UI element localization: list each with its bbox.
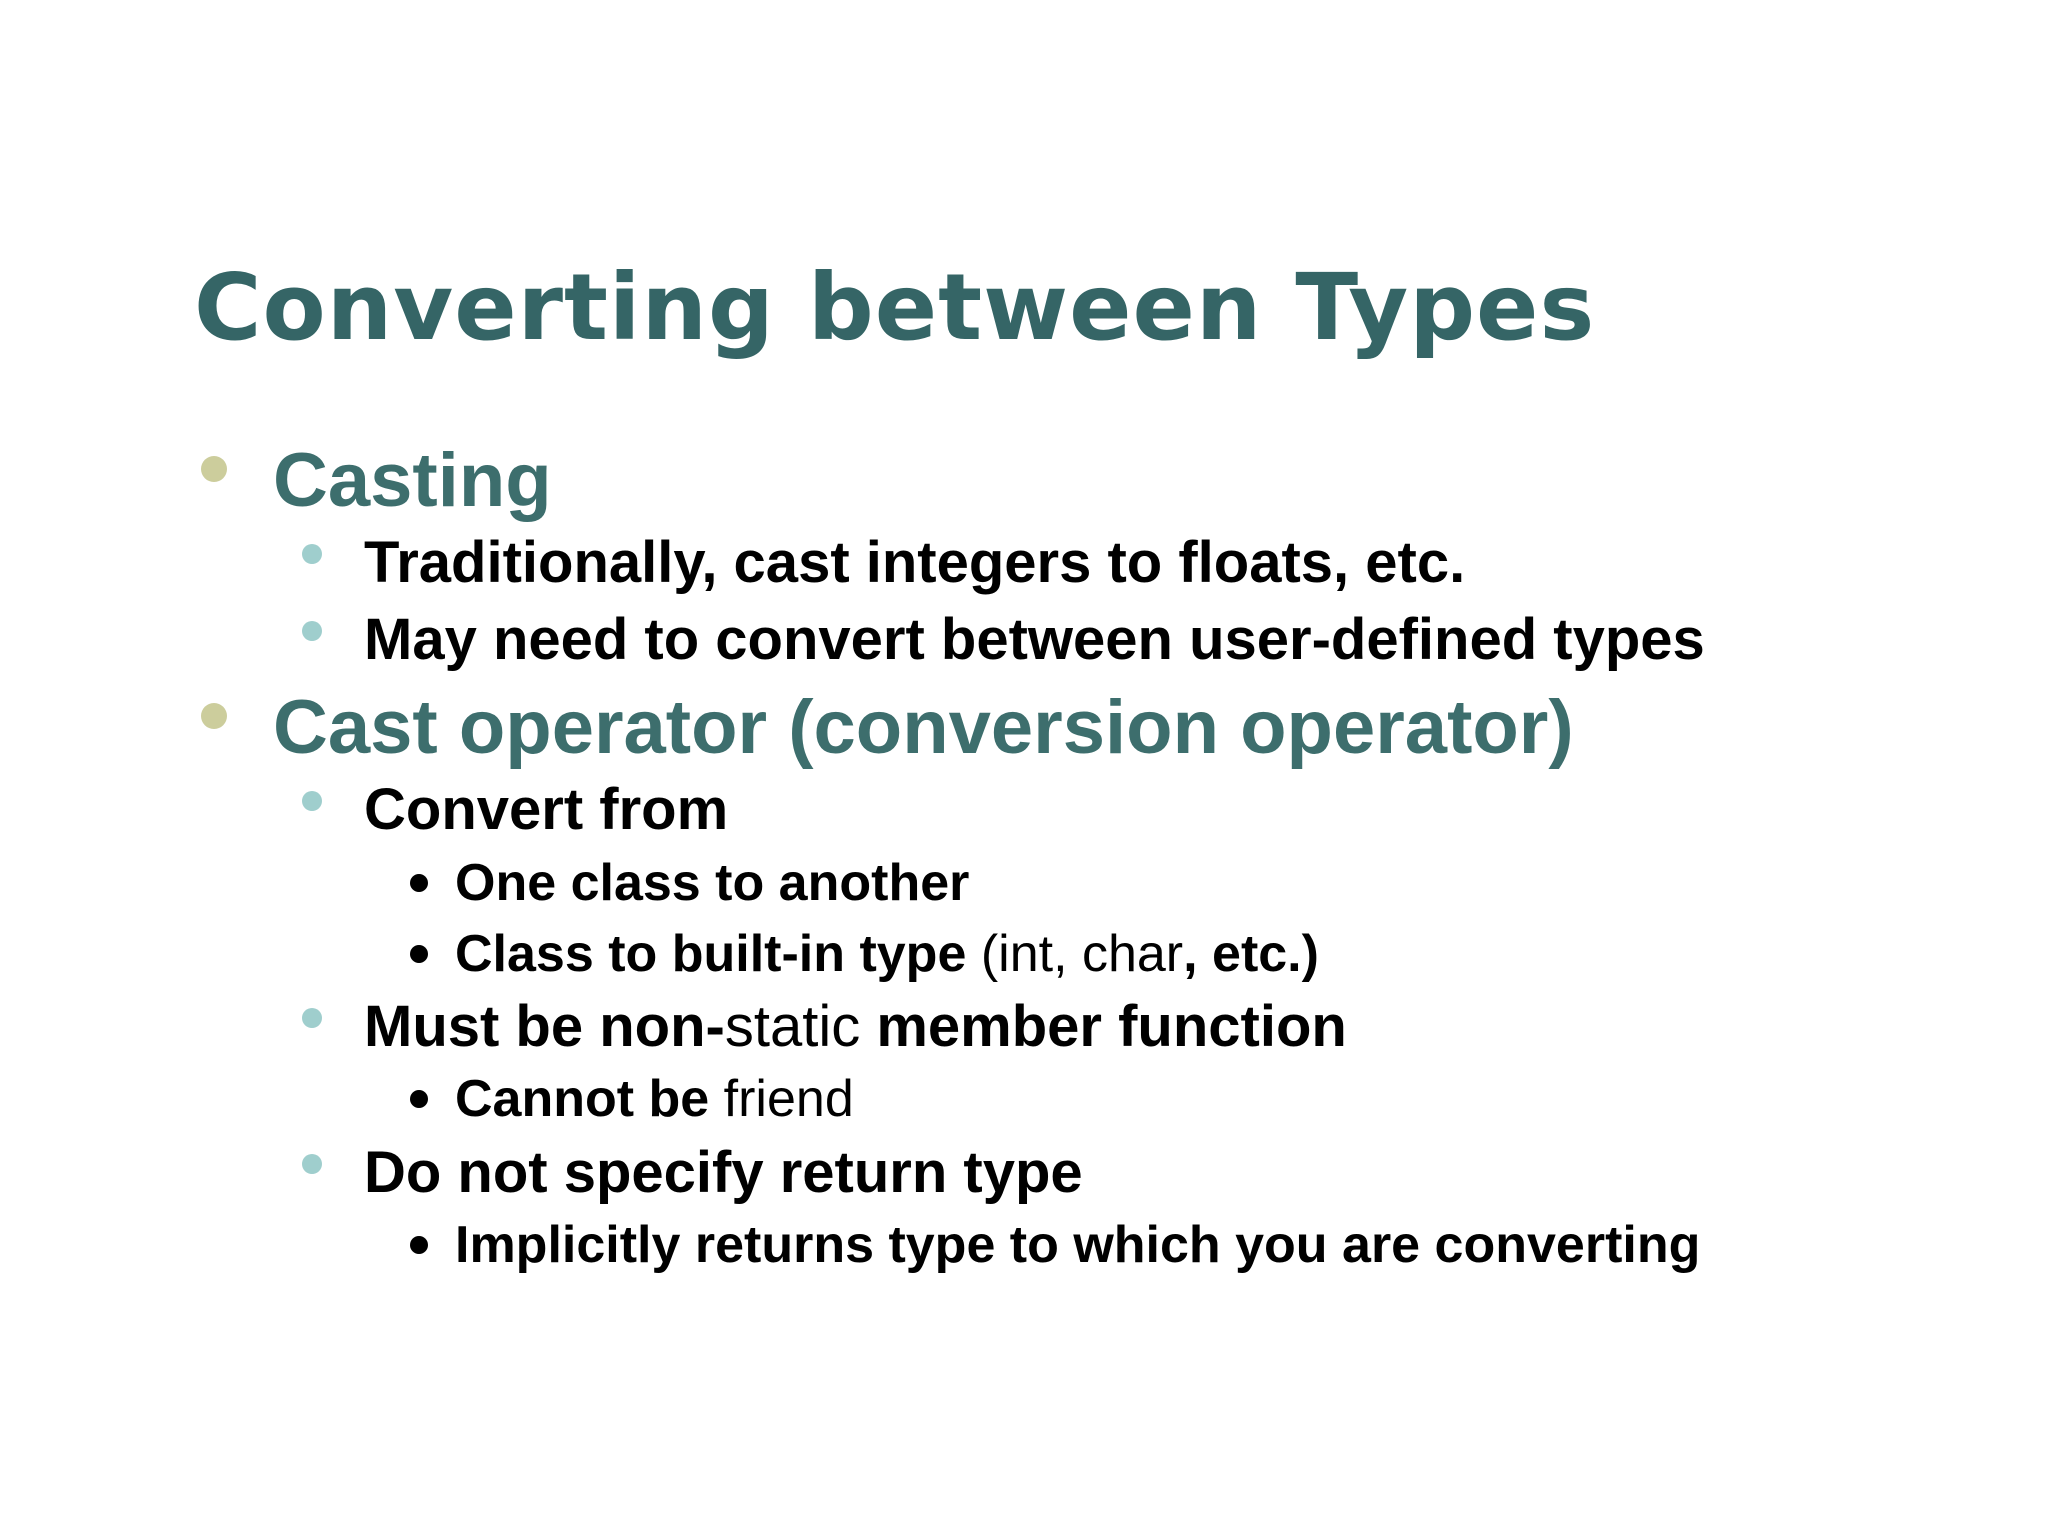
bullet-non-static [364,994,1347,1059]
bullet-convert-from [364,777,729,842]
bullet-dot-icon [302,544,322,564]
bullet-text: Traditionally, cast integers to floats, etc. [364,530,1466,595]
bullet-dot-icon [201,703,227,729]
bullet-text: May need to convert between user-defined types [364,607,1705,672]
bullet-text-bold: , etc.) [1183,925,1319,983]
bullet-traditionally [364,530,1466,595]
bullet-cast-operator [273,685,1574,770]
bullet-cannot-be-friend [455,1070,854,1128]
bullet-casting [273,438,552,523]
bullet-dot-icon [201,456,227,482]
bullet-dot-icon [410,1090,428,1108]
bullet-dot-icon [302,791,322,811]
bullet-text-bold: Cannot be [455,1070,724,1128]
bullet-dot-icon [302,621,322,641]
bullet-text-bold: Class to built-in type [455,925,981,983]
bullet-user-defined-types [364,607,1705,672]
bullet-dot-icon [410,1236,428,1254]
bullet-text-bold: member function [860,994,1347,1059]
bullet-text: Cast operator (conversion operator) [273,685,1574,770]
bullet-dot-icon [410,945,428,963]
bullet-text: Implicitly returns type to which you are converting [455,1216,1701,1274]
bullet-dot-icon [302,1008,322,1028]
bullet-text-normal: static [724,994,861,1059]
bullet-one-class [455,854,970,912]
bullet-text: Casting [273,438,552,523]
bullet-dot-icon [410,874,428,892]
bullet-text: Convert from [364,777,729,842]
bullet-text-normal: (int, char [980,925,1184,983]
bullet-text-bold: Must be non- [364,994,725,1059]
bullet-text: Do not specify return type [364,1140,1083,1205]
bullet-class-to-builtin [455,925,1319,983]
bullet-return-type [364,1140,1083,1205]
slide-title: Converting between Types [194,254,1596,361]
bullet-dot-icon [302,1154,322,1174]
bullet-implicitly-returns [455,1216,1701,1274]
bullet-text-normal: friend [723,1070,854,1128]
bullet-text: One class to another [455,854,970,912]
